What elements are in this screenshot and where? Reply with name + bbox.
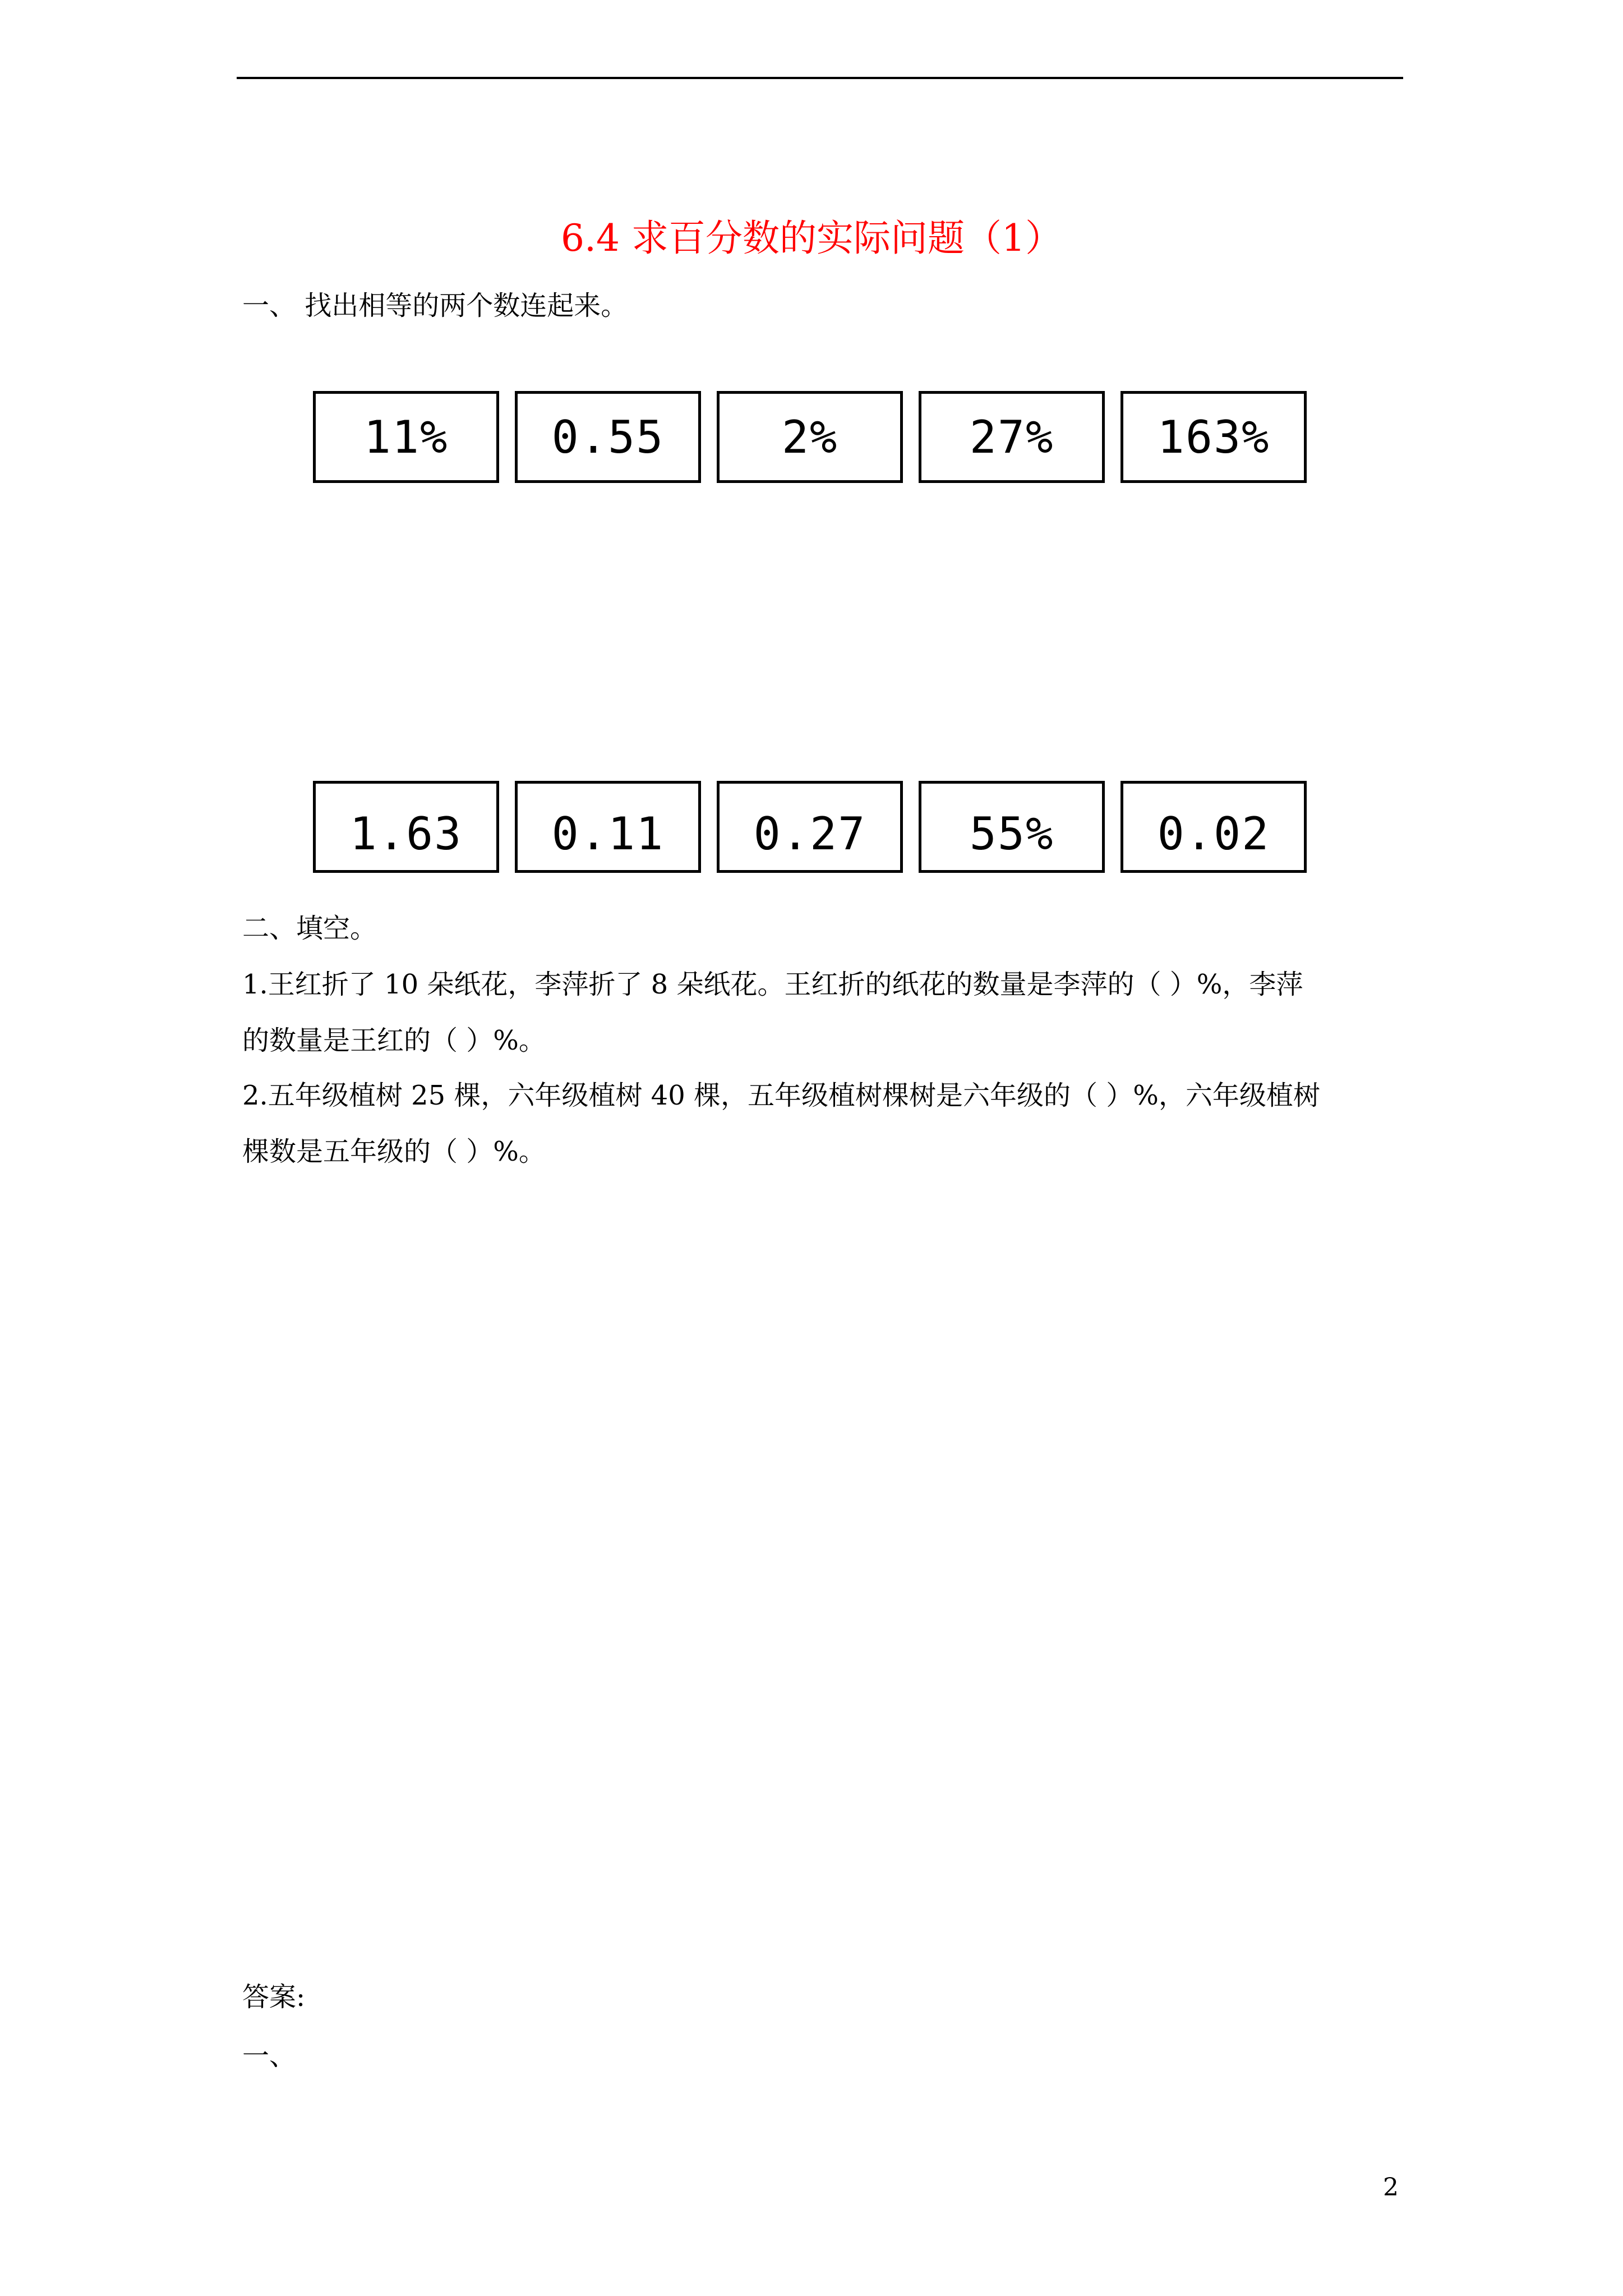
match-box-value: 163% [1157, 411, 1270, 463]
match-box-value: 0.11 [551, 807, 665, 860]
header-rule [237, 77, 1403, 79]
match-box-value: 27% [969, 411, 1054, 463]
page-number: 2 [1383, 2173, 1399, 2202]
answer-section-1-label: 一、 [242, 2040, 297, 2072]
match-box-top-5[interactable] [1121, 391, 1307, 483]
match-box-value: 0.02 [1157, 807, 1270, 860]
section-2-heading: 二、填空。 [242, 913, 377, 944]
match-box-value: 0.55 [551, 411, 665, 463]
section-1-heading: 一、 找出相等的两个数连起来。 [242, 290, 628, 321]
match-box-value: 2% [781, 411, 838, 463]
match-box-bottom-5[interactable] [1121, 781, 1307, 873]
match-box-value: 11% [363, 411, 449, 463]
answer-label: 答案: [242, 1981, 306, 2013]
match-box-value: 55% [969, 807, 1054, 860]
match-box-top-2[interactable] [515, 391, 701, 483]
match-box-value: 1.63 [349, 807, 463, 860]
page-title: 6.4 求百分数的实际问题（1） [561, 217, 1062, 260]
question-2-line-2: 棵数是五年级的（ ）%。 [242, 1136, 546, 1167]
match-box-top-3[interactable] [717, 391, 903, 483]
match-box-bottom-1[interactable] [313, 781, 499, 873]
top-box-row [313, 391, 1307, 483]
question-2-line-1: 2.五年级植树 25 棵，六年级植树 40 棵，五年级植树棵树是六年级的（ ）%，六年级植树 [242, 1080, 1320, 1111]
question-1-line-1: 1.王红折了 10 朵纸花，李萍折了 8 朵纸花。王红折的纸花的数量是李萍的（ ）%，李萍 [242, 969, 1303, 1000]
question-1-line-2: 的数量是王红的（ ）%。 [242, 1025, 546, 1056]
match-box-bottom-3[interactable] [717, 781, 903, 873]
match-box-bottom-4[interactable] [919, 781, 1105, 873]
match-box-bottom-2[interactable] [515, 781, 701, 873]
match-box-value: 0.27 [753, 807, 866, 860]
match-box-top-1[interactable] [313, 391, 499, 483]
bottom-box-row [313, 781, 1307, 873]
match-box-top-4[interactable] [919, 391, 1105, 483]
